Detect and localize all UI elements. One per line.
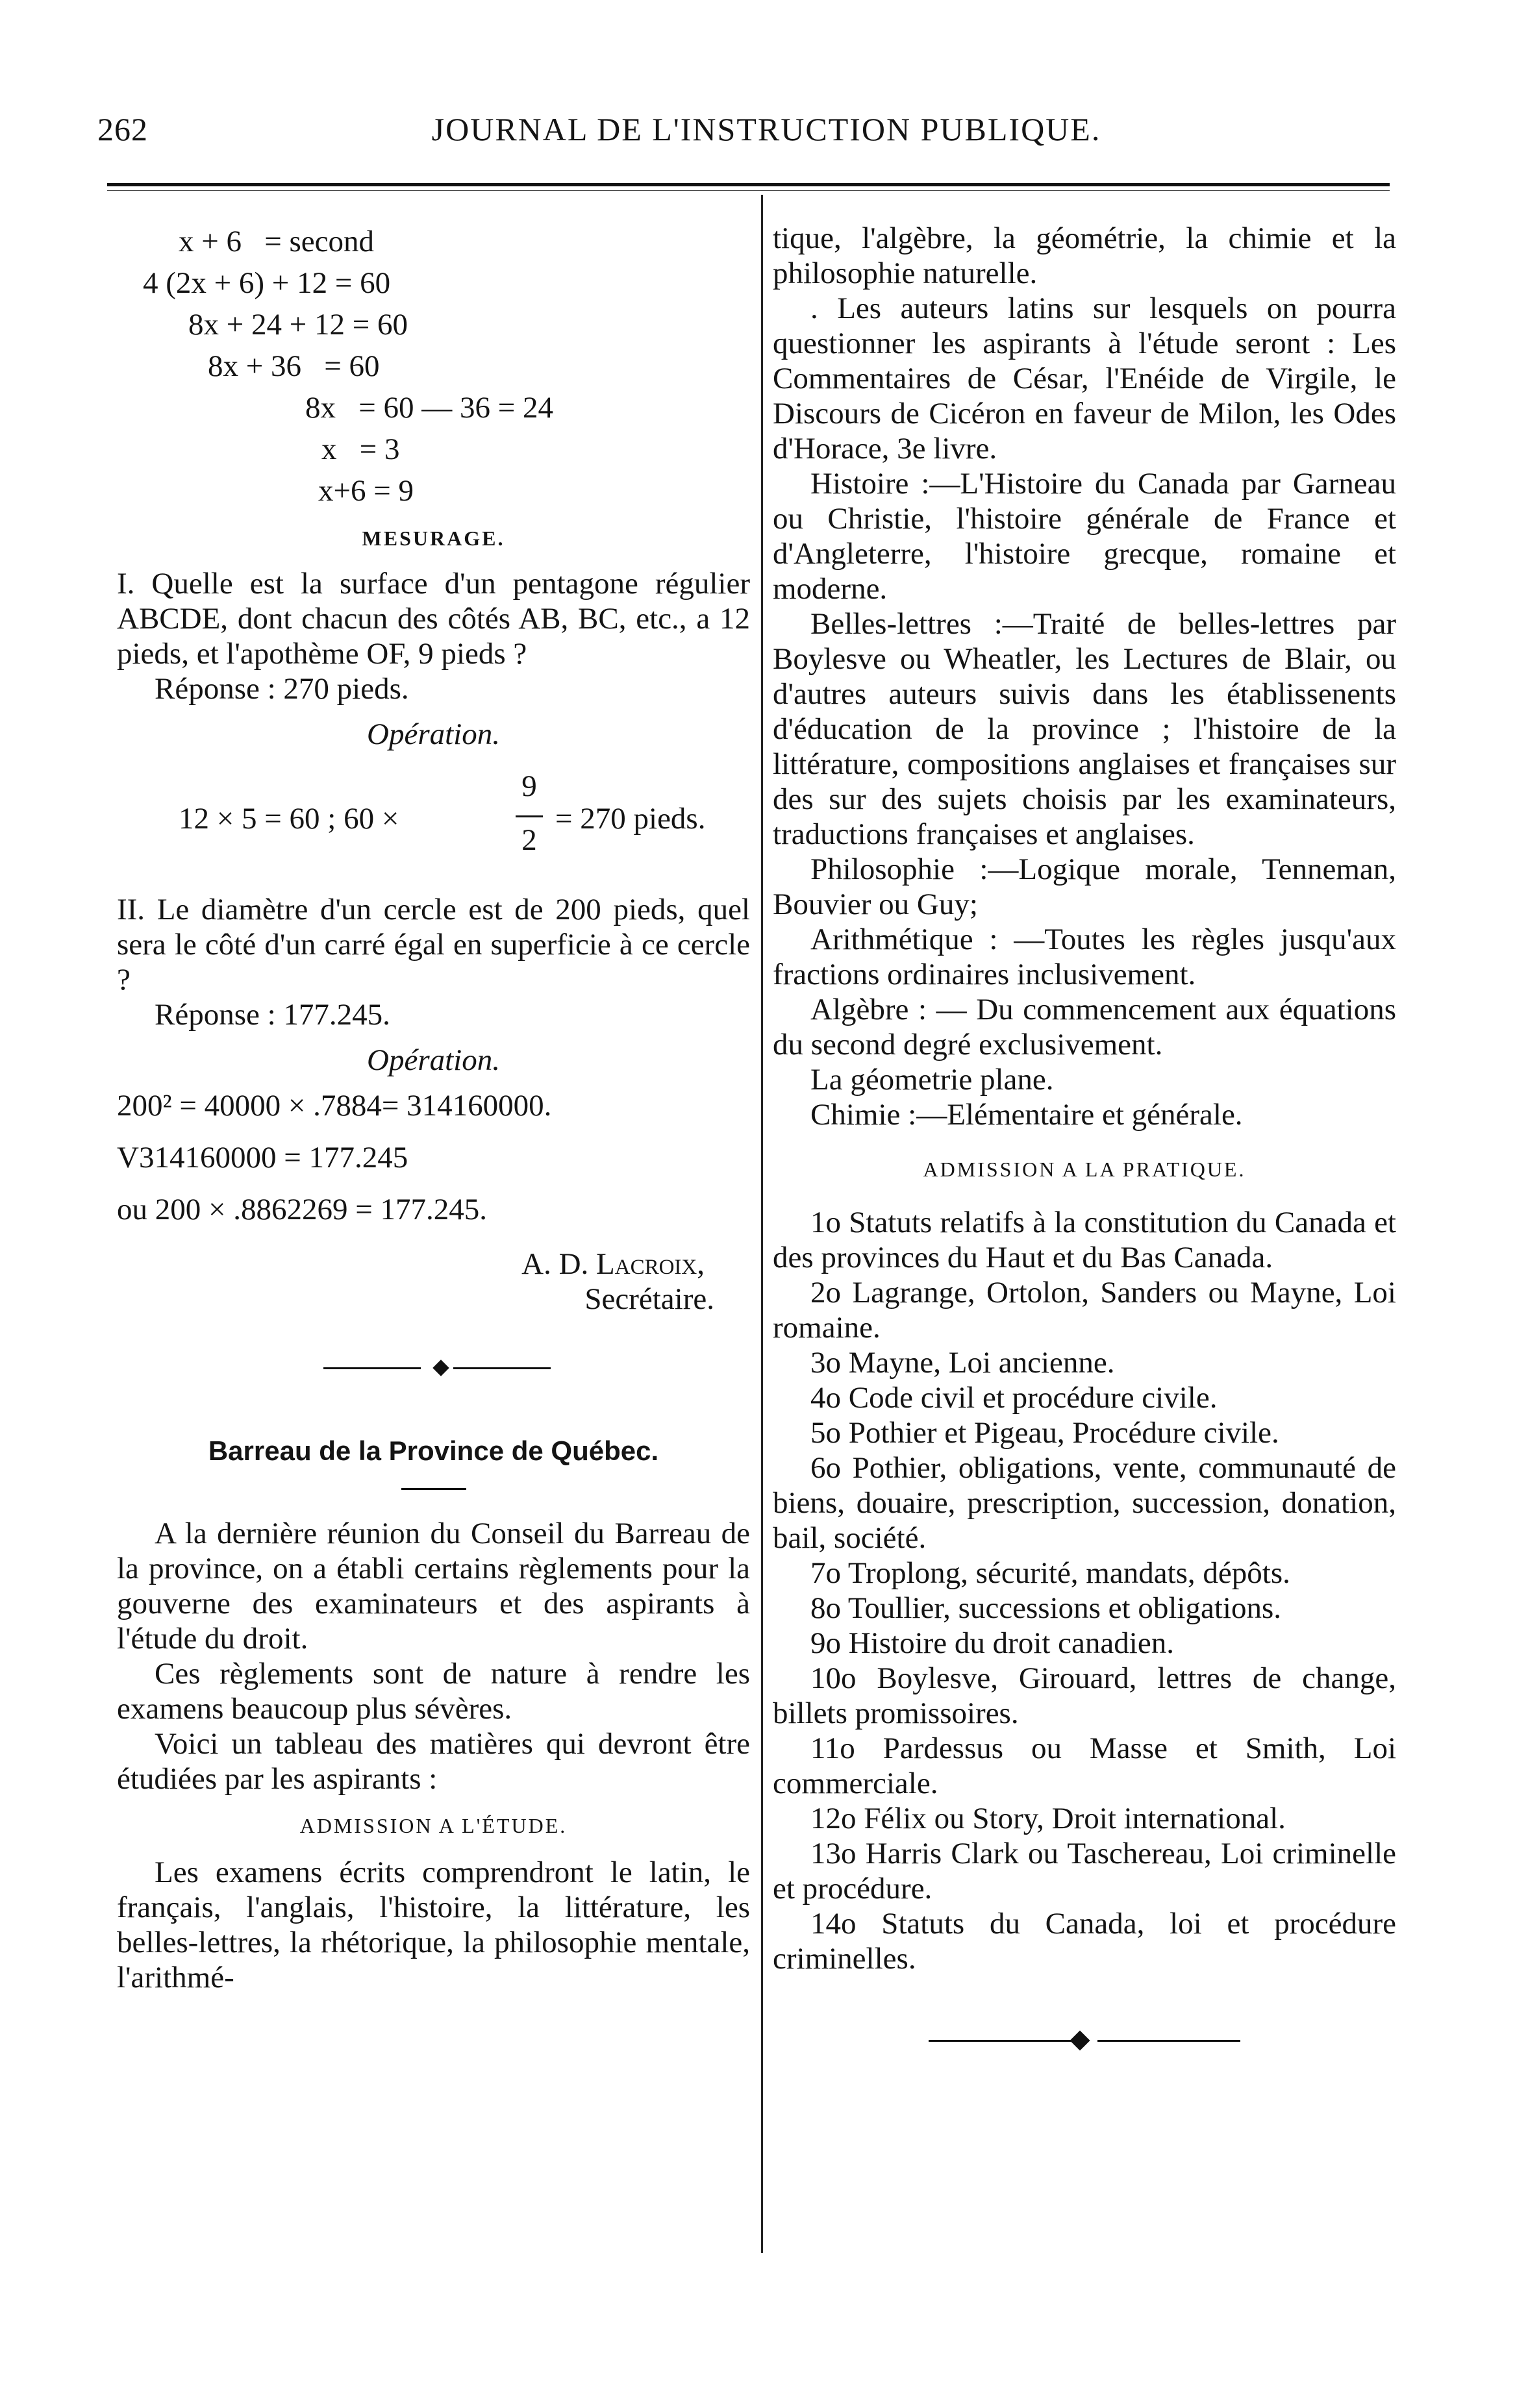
header-rule-thin (107, 190, 1390, 191)
fraction-numerator: 9 (521, 769, 537, 803)
equation-line: x+6 = 9 (318, 474, 414, 508)
list-item: 10o Boylesve, Girouard, lettres de change, billets promissoires. (773, 1661, 1396, 1730)
title-rule (401, 1488, 466, 1490)
right-column (773, 221, 1396, 2054)
list-item: 13o Harris Clark ou Taschereau, Loi criminelle et procédure. (773, 1837, 1396, 1905)
paragraph: Philosophie :—Logique morale, Tenneman, Bouvier ou Guy; (773, 852, 1396, 921)
column-divider (761, 195, 763, 2253)
list-item: 5o Pothier et Pigeau, Procédure civile. (810, 1416, 1279, 1450)
signature-name: A. D. Lacroix, (521, 1247, 705, 1281)
answer-1: Réponse : 270 pieds. (155, 672, 409, 706)
list-item: 3o Mayne, Loi ancienne. (810, 1346, 1115, 1380)
article-title: Barreau de la Province de Québec. (208, 1435, 659, 1466)
question-2: II. Le diamètre d'un cercle est de 200 pieds, quel sera le côté d'un carré égal en superficie à ce cercle ? (117, 893, 750, 997)
section-heading-admission-etude: ADMISSION A L'ÉTUDE. (299, 1814, 568, 1837)
paragraph: . Les auteurs latins sur lesquels on pourra questionner les aspirants à l'étude seront : Les Commentaires de César, l'Enéide de Virgile, le Discours de Cicéron en faveur de Milon, les Odes d'Horace, 3e livre. (773, 292, 1396, 465)
ornament-divider (903, 2028, 1266, 2054)
equation-line: 4 (2x + 6) + 12 = 60 (143, 266, 391, 300)
operation-1-left: 12 × 5 = 60 ; 60 × (179, 802, 399, 836)
journal-title: JOURNAL DE L'INSTRUCTION PUBLIQUE. (431, 111, 1101, 147)
operation-1 (179, 769, 750, 866)
list-item: 4o Code civil et procédure civile. (810, 1381, 1218, 1415)
paragraph: Les examens écrits comprendront le latin, le français, l'anglais, l'histoire, la littérature, les belles-lettres, la rhétorique, la philosophie mentale, l'arithmé- (117, 1856, 750, 1994)
paragraph: Algèbre : — Du commencement aux équations du second degré exclusivement. (773, 993, 1396, 1061)
section-heading-mesurage: MESURAGE. (362, 527, 505, 550)
list-item: 2o Lagrange, Ortolon, Sanders ou Mayne, Loi romaine. (773, 1276, 1396, 1345)
operation-2-line-2: V314160000 = 177.245 (117, 1141, 408, 1174)
paragraph: Chimie :—Elémentaire et générale. (810, 1098, 1243, 1132)
list-item: 6o Pothier, obligations, vente, communauté de biens, douaire, prescription, succession, donation, bail, société. (773, 1451, 1396, 1555)
list-item: 1o Statuts relatifs à la constitution du Canada et des provinces du Haut et du Bas Canada. (773, 1206, 1396, 1274)
header-rule (107, 183, 1390, 186)
paragraph: Voici un tableau des matières qui devront être étudiées par les aspirants : (117, 1727, 750, 1796)
operation-label: Opération. (367, 1043, 500, 1077)
equation-line: 8x + 24 + 12 = 60 (188, 308, 408, 341)
page-number: 262 (97, 111, 148, 147)
page-header (97, 110, 1435, 162)
ornament-divider (297, 1356, 570, 1382)
operation-2-line-1: 200² = 40000 × .7884= 314160000. (117, 1089, 552, 1123)
list-item: 14o Statuts du Canada, loi et procédure criminelles. (773, 1907, 1396, 1976)
list-item: 11o Pardessus ou Masse et Smith, Loi commerciale. (773, 1732, 1396, 1800)
operation-1-right: = 270 pieds. (555, 802, 706, 836)
fraction-denominator: 2 (521, 823, 537, 857)
paragraph: Arithmétique : —Toutes les règles jusqu'aux fractions ordinaires inclusivement. (773, 923, 1396, 991)
paragraph: A la dernière réunion du Conseil du Barreau de la province, on a établi certains règlements pour la gouverne des examinateurs et des aspirants à l'étude du droit. (117, 1517, 750, 1656)
signature-role: Secrétaire. (584, 1282, 714, 1316)
list-item: 12o Félix ou Story, Droit international. (810, 1802, 1286, 1835)
list-item: 8o Toullier, successions et obligations. (810, 1591, 1281, 1625)
list-item: 9o Histoire du droit canadien. (810, 1626, 1174, 1660)
paragraph: tique, l'algèbre, la géométrie, la chimie et la philosophie naturelle. (773, 221, 1396, 290)
operation-2-line-3: ou 200 × .8862269 = 177.245. (117, 1193, 488, 1226)
equation-line: x + 6 = second (179, 225, 375, 258)
paragraph: Histoire :—L'Histoire du Canada par Garneau ou Christie, l'histoire générale de France et d'Angleterre, l'histoire grecque, romaine et moderne. (773, 467, 1396, 606)
list-item: 7o Troplong, sécurité, mandats, dépôts. (810, 1556, 1290, 1590)
paragraph: La géometrie plane. (810, 1063, 1054, 1097)
equation-block (117, 221, 750, 512)
equation-line: x = 3 (321, 432, 400, 466)
fraction (513, 769, 545, 858)
equation-line: 8x = 60 — 36 = 24 (305, 391, 554, 425)
answer-2: Réponse : 177.245. (155, 998, 390, 1032)
section-heading-admission-pratique: ADMISSION A LA PRATIQUE. (923, 1158, 1246, 1181)
fraction-bar (516, 815, 543, 817)
paragraph: Belles-lettres :—Traité de belles-lettres par Boylesve ou Wheatler, les Lectures de Blair, ou d'autres auteurs suivis dans les établissenents d'éducation de la province ; l'histoire de la littérature, compositions anglaises et françaises sur des sur des sujets choisis par les examinateurs, traductions françaises et anglaises. (773, 607, 1396, 851)
equation-line: 8x + 36 = 60 (208, 349, 380, 383)
question-1: I. Quelle est la surface d'un pentagone régulier ABCDE, dont chacun des côtés AB, BC, etc., a 12 pieds, et l'apothème OF, 9 pieds ? (117, 567, 750, 671)
operation-label: Opération. (367, 717, 500, 751)
paragraph: Ces règlements sont de nature à rendre les examens beaucoup plus sévères. (117, 1657, 750, 1726)
left-column (117, 221, 750, 1995)
